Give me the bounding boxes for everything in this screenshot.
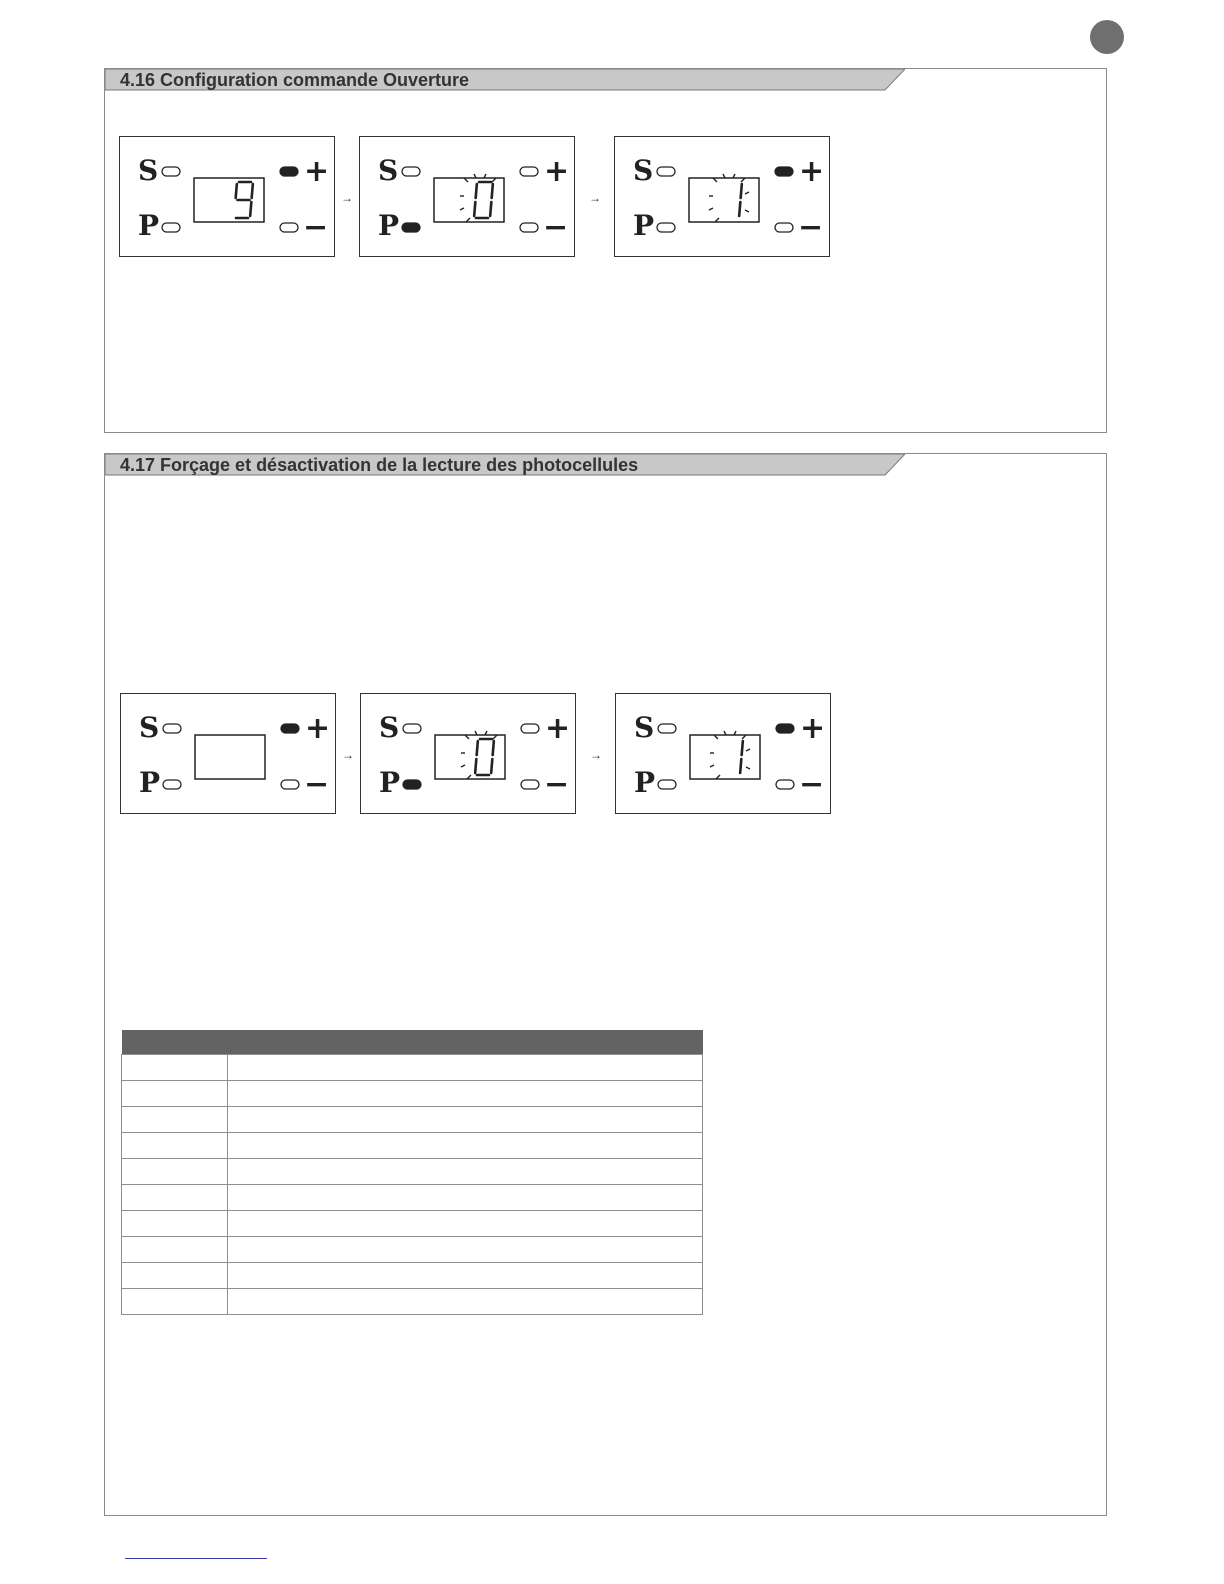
digit-segment: [741, 184, 742, 198]
section-header: [105, 454, 905, 476]
plus-label: +: [799, 154, 825, 189]
minus-led: [281, 780, 299, 789]
p-label: P: [634, 766, 656, 799]
plus-label: +: [545, 711, 571, 746]
digit-segment: [250, 202, 251, 216]
digit-segment: [492, 184, 493, 198]
s-label: S: [634, 711, 655, 744]
plus-label: +: [304, 154, 330, 189]
digit-segment: [493, 741, 494, 755]
s-led: [163, 724, 181, 733]
table-row: [122, 1263, 703, 1289]
section-title: 4.17 Forçage et désactivation de la lecture des photocellules: [120, 455, 639, 475]
arrow-icon: →: [342, 748, 354, 762]
digit-segment: [236, 184, 237, 198]
plus-led: [776, 724, 794, 733]
minus-led: [280, 223, 298, 232]
table-row: [122, 1211, 703, 1237]
table-cell: [122, 1237, 228, 1263]
plus-led: [521, 724, 539, 733]
table-row: [122, 1289, 703, 1315]
s-label: S: [139, 711, 160, 744]
digit-segment: [474, 202, 475, 216]
s-label: S: [138, 154, 159, 187]
plus-label: +: [544, 154, 570, 189]
table-cell: [122, 1211, 228, 1237]
table-cell: [122, 1081, 228, 1107]
seven-segment-display: [690, 735, 760, 779]
table-cell: [122, 1133, 228, 1159]
minus-label: −: [544, 767, 570, 802]
p-label: P: [138, 209, 160, 242]
section-header: [105, 69, 905, 91]
digit-segment: [491, 759, 492, 773]
table-cell: [122, 1159, 228, 1185]
s-led: [162, 167, 180, 176]
p-led: [162, 223, 180, 232]
table-row: [122, 1185, 703, 1211]
settings-table: [121, 1030, 703, 1315]
digit-segment: [739, 202, 740, 216]
seven-segment-display: [195, 735, 265, 779]
digit-segment: [475, 759, 476, 773]
control-panel-r1-3: [614, 136, 830, 257]
table-cell: [228, 1211, 703, 1237]
table-cell: [228, 1081, 703, 1107]
table-row: [122, 1081, 703, 1107]
table-cell: [228, 1237, 703, 1263]
digit-segment: [476, 184, 477, 198]
table-cell: [122, 1263, 228, 1289]
p-label: P: [139, 766, 161, 799]
minus-label: −: [304, 767, 330, 802]
control-panel-r1-1: [119, 136, 335, 257]
table-header-row: [122, 1030, 703, 1055]
plus-led: [520, 167, 538, 176]
digit-segment: [252, 184, 253, 198]
table-cell: [228, 1159, 703, 1185]
section-4-17: [104, 453, 1107, 1516]
p-label: P: [379, 766, 401, 799]
plus-led: [281, 724, 299, 733]
table-row: [122, 1237, 703, 1263]
plus-led: [775, 167, 793, 176]
table-cell: [228, 1055, 703, 1081]
p-led: [403, 780, 421, 789]
s-led: [658, 724, 676, 733]
control-panel-r1-2: [359, 136, 575, 257]
control-panel-r2-1: [120, 693, 336, 814]
table-cell: [122, 1289, 228, 1315]
table-row: [122, 1055, 703, 1081]
s-led: [657, 167, 675, 176]
table-cell: [228, 1289, 703, 1315]
control-panel-r2-3: [615, 693, 831, 814]
plus-label: +: [800, 711, 826, 746]
table-row: [122, 1133, 703, 1159]
p-led: [657, 223, 675, 232]
p-led: [658, 780, 676, 789]
table-cell: [228, 1133, 703, 1159]
s-label: S: [378, 154, 399, 187]
arrow-icon: →: [590, 748, 602, 762]
table-cell: [228, 1185, 703, 1211]
minus-label: −: [798, 210, 824, 245]
section-title: 4.16 Configuration commande Ouverture: [120, 70, 470, 90]
s-led: [402, 167, 420, 176]
plus-label: +: [305, 711, 331, 746]
s-led: [403, 724, 421, 733]
p-label: P: [633, 209, 655, 242]
minus-led: [776, 780, 794, 789]
minus-label: −: [543, 210, 569, 245]
p-led: [402, 223, 420, 232]
seven-segment-display: [689, 178, 759, 222]
s-label: S: [379, 711, 400, 744]
table-cell: [122, 1055, 228, 1081]
table-cell: [122, 1185, 228, 1211]
table-cell: [228, 1263, 703, 1289]
digit-segment: [477, 741, 478, 755]
arrow-icon: →: [341, 191, 353, 205]
digit-segment: [742, 741, 743, 755]
minus-label: −: [303, 210, 329, 245]
s-label: S: [633, 154, 654, 187]
minus-led: [521, 780, 539, 789]
page-marker: [1090, 20, 1124, 54]
minus-led: [520, 223, 538, 232]
arrow-icon: →: [589, 191, 601, 205]
table-row: [122, 1107, 703, 1133]
digit-segment: [490, 202, 491, 216]
p-led: [163, 780, 181, 789]
control-panel-r2-2: [360, 693, 576, 814]
footer-link[interactable]: [125, 1558, 267, 1559]
minus-led: [775, 223, 793, 232]
table-row: [122, 1159, 703, 1185]
plus-led: [280, 167, 298, 176]
table-cell: [228, 1107, 703, 1133]
digit-segment: [740, 759, 741, 773]
minus-label: −: [799, 767, 825, 802]
table-cell: [122, 1107, 228, 1133]
p-label: P: [378, 209, 400, 242]
